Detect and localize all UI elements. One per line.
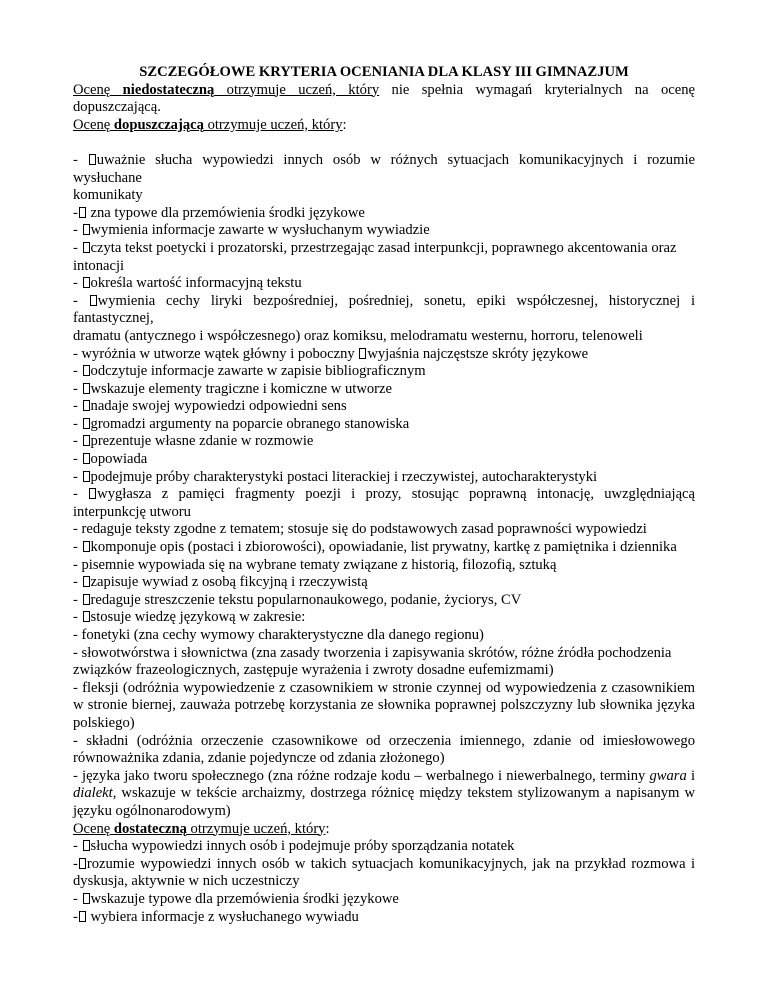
list-item: - uważnie słucha wypowiedzi innych osób w różnych sytuacjach komunikacyjnych i rozumie wysłuchane (73, 151, 695, 186)
list-item: - zapisuje wywiad z osobą fikcyjną i rzeczywistą (73, 574, 368, 591)
checkbox-glyph-icon (89, 154, 96, 165)
grade-label: niedostateczną (122, 81, 215, 98)
checkbox-glyph-icon (83, 453, 90, 464)
checkbox-glyph-icon (83, 400, 90, 411)
list-item: - prezentuje własne zdanie w rozmowie (73, 433, 314, 450)
checkbox-glyph-icon (83, 365, 90, 376)
grade-dostateczna: Ocenę dostateczną otrzymuje uczeń, który: (73, 820, 330, 837)
list-item: - odczytuje informacje zawarte w zapisie bibliograficznym (73, 363, 426, 380)
checkbox-glyph-icon (79, 207, 86, 218)
list-item: związków frazeologicznych, zastępuje wyrażenia i zwroty dosadne eufemizmami) (73, 662, 554, 679)
checkbox-glyph-icon (83, 242, 90, 253)
list-item: - wymienia cechy liryki bezpośredniej, pośredniej, sonetu, epiki współczesnej, historycznej i fantastycznej, (73, 292, 695, 327)
list-item: - pisemnie wypowiada się na wybrane tematy związane z historią, filozofią, sztuką (73, 556, 557, 573)
list-item: - podejmuje próby charakterystyki postaci literackiej i rzeczywistej, autocharakterystyki (73, 468, 598, 485)
list-item: dramatu (antycznego i współczesnego) oraz komiksu, melodramatu westernu, horroru, telenoweli (73, 327, 643, 344)
list-item: - gromadzi argumenty na poparcie obranego stanowiska (73, 415, 410, 432)
list-item: - określa wartość informacyjną tekstu (73, 275, 302, 292)
criteria-list-5 (73, 838, 695, 926)
list-item: komunikaty (73, 187, 143, 204)
list-item: - opowiada (73, 451, 148, 468)
list-item: - redaguje streszczenie tekstu popularnonaukowego, podanie, życiorys, CV (73, 591, 522, 608)
document-page (73, 64, 695, 926)
checkbox-glyph-icon (83, 435, 90, 446)
checkbox-glyph-icon (359, 348, 366, 359)
list-item: - języka jako tworu społecznego (zna różne rodzaje kodu – werbalnego i niewerbalnego, terminy gwara i dialekt, wskazuje w tekście archaizmy, dostrzega różnicę między tekstem stylizowanym a napisanym w języku ogólnonarodowym) (73, 767, 695, 819)
checkbox-glyph-icon (83, 224, 90, 235)
page-title: SZCZEGÓŁOWE KRYTERIA OCENIANIA DLA KLASY III GIMNAZJUM (139, 64, 629, 80)
checkbox-glyph-icon (83, 277, 90, 288)
list-item: - rozumie wypowiedzi innych osób w takich sytuacjach komunikacyjnych, jak na przykład rozmowa i dyskusja, aktywnie w nich uczestniczy (73, 855, 695, 890)
list-item: - wygłasza z pamięci fragmenty poezji i prozy, stosując poprawną intonację, uwzględniającą interpunkcję utworu (73, 486, 696, 520)
list-item: - stosuje wiedzę językową w zakresie: (73, 609, 306, 626)
checkbox-glyph-icon (79, 858, 86, 869)
criteria-list-2 (73, 363, 695, 521)
list-item: - wyróżnia w utworze wątek główny i poboczny wyjaśnia najczęstsze skróty językowe (73, 345, 589, 362)
list-item: - czyta tekst poetycki i prozatorski, przestrzegając zasad interpunkcji, poprawnego akcentowania oraz (73, 239, 677, 256)
checkbox-glyph-icon (83, 541, 90, 552)
criteria-list-4 (73, 574, 695, 627)
list-item: - wskazuje elementy tragiczne i komiczne w utworze (73, 380, 392, 397)
list-item: - wymienia informacje zawarte w wysłuchanym wywiadzie (73, 222, 430, 239)
grade-label: dopuszczającą (113, 116, 204, 133)
checkbox-glyph-icon (83, 611, 90, 622)
list-item: - fleksji (odróżnia wypowiedzenie z czasownikiem w stronie czynnej od wypowiedzenia z czasownikiem w stronie biernej, zauważa potrzebę korzystania ze słownika poprawnej polszczyzny lub słownika języka polskiego) (73, 679, 695, 731)
checkbox-glyph-icon (83, 471, 90, 482)
grade-dopuszczajaca: Ocenę dopuszczającą otrzymuje uczeń, który: (73, 116, 347, 133)
checkbox-glyph-icon (83, 594, 90, 605)
criteria-list-3 (73, 539, 695, 557)
checkbox-glyph-icon (83, 893, 90, 904)
list-item: - redaguje teksty zgodne z tematem; stosuje się do podstawowych zasad poprawności wypowiedzi (73, 521, 647, 538)
grade-niedostateczna: Ocenę niedostateczną otrzymuje uczeń, który nie spełnia wymagań kryterialnych na ocenę dopuszczającą. (73, 81, 695, 116)
list-item: - słowotwórstwa i słownictwa (zna zasady tworzenia i zapisywania skrótów, różne źródła pochodzenia (73, 644, 672, 661)
criteria-list-1 (73, 152, 695, 346)
list-item: - słucha wypowiedzi innych osób i podejmuje próby sporządzania notatek (73, 838, 515, 855)
checkbox-glyph-icon (89, 488, 96, 499)
grade-label: dostateczną (113, 820, 187, 837)
list-item: - zna typowe dla przemówienia środki językowe (73, 204, 365, 221)
list-item: - wskazuje typowe dla przemówienia środki językowe (73, 890, 399, 907)
checkbox-glyph-icon (83, 840, 90, 851)
checkbox-glyph-icon (79, 911, 86, 922)
list-item: - wybiera informacje z wysłuchanego wywiadu (73, 908, 359, 925)
list-item: - nadaje swojej wypowiedzi odpowiedni sens (73, 398, 347, 415)
checkbox-glyph-icon (90, 295, 97, 306)
list-item: - fonetyki (zna cechy wymowy charakterystyczne dla danego regionu) (73, 627, 484, 643)
list-item: intonacji (73, 257, 125, 274)
checkbox-glyph-icon (83, 418, 90, 429)
list-item: - składni (odróżnia orzeczenie czasownikowe od orzeczenia imiennego, zdanie od imiesłowowego równoważnika zdania, zdanie pojedyncze od zdania złożonego) (73, 732, 695, 767)
checkbox-glyph-icon (83, 383, 90, 394)
list-item: - komponuje opis (postaci i zbiorowości), opowiadanie, list prywatny, kartkę z pamiętnika i dziennika (73, 539, 677, 556)
checkbox-glyph-icon (83, 576, 90, 587)
